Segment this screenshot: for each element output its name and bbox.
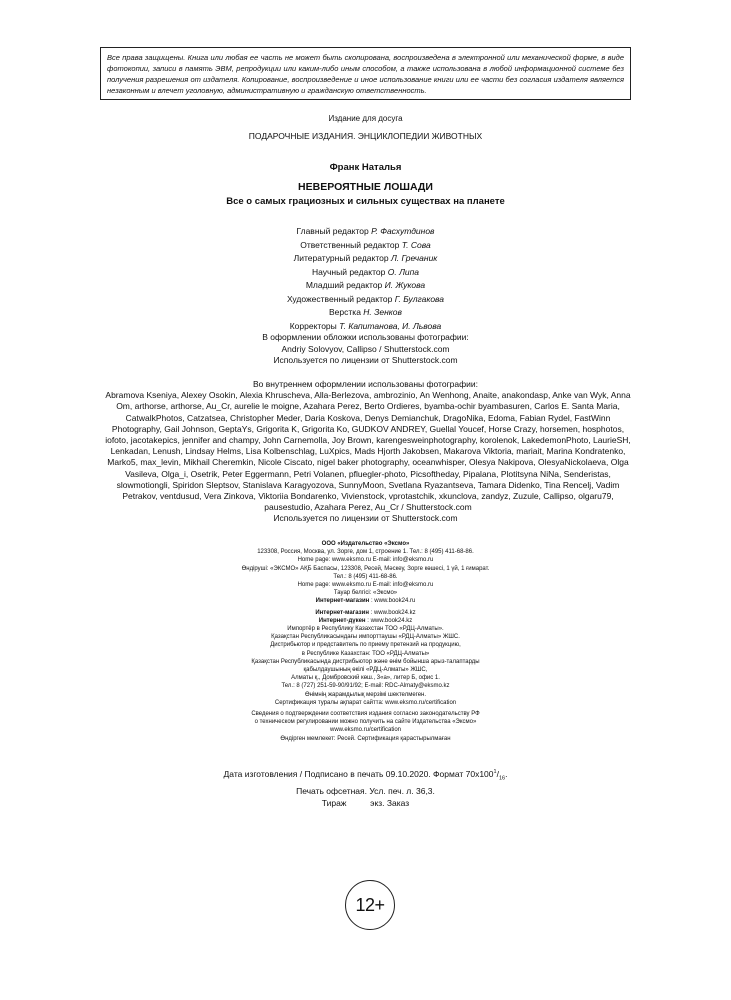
cover-photos-license: Используется по лицензии от Shutterstock.com [273, 355, 458, 365]
editor-line [0, 266, 731, 280]
shop-label: Интернет-магазин [315, 598, 370, 605]
importer-line: Өнімнің жарамдылық мерзімі шектелмеген. [304, 691, 427, 698]
order-label: экз. Заказ [370, 798, 410, 809]
edition-type: Издание для досуга [328, 114, 403, 123]
editor-person: Р. Фасхутдинов [371, 226, 435, 236]
publisher-line: Home page: www.eksmo.ru E-mail: info@eksmo.ru [297, 557, 434, 564]
importer-line: Тел.: 8 (727) 251-59-90/91/92; E-mail: RDC-Almaty@eksmo.kz [281, 683, 450, 690]
editor-line [0, 252, 731, 266]
print-type: Печать офсетная. Усл. печ. л. 36,3. [296, 785, 435, 796]
editor-line [0, 225, 731, 239]
editor-role: Литературный редактор [293, 253, 389, 263]
editor-role: Главный редактор [296, 226, 369, 236]
cover-photos-credits: Andriy Solovyov, Callipso / Shutterstock.com [281, 343, 450, 354]
certification-line: Өндірген мемлекет: Ресей. Сертификация қарастырылмаған [280, 735, 451, 742]
shop-label: Интернет-дүкен [318, 617, 366, 624]
importer-line: в Республике Казахстан: ТОО «РДЦ-Алматы» [301, 650, 430, 657]
age-rating-text: 12+ [355, 894, 385, 915]
online-shop-kz-kazakh [0, 617, 731, 625]
series-name: ПОДАРОЧНЫЕ ИЗДАНИЯ. ЭНЦИКЛОПЕДИИ ЖИВОТНЫХ [248, 131, 483, 141]
format-numerator: 1 [493, 769, 497, 775]
shop-url: : www.book24.ru [369, 598, 416, 605]
editor-role: Научный редактор [311, 266, 386, 277]
publisher-line: Тауар белгісі: «Эксмо» [333, 590, 398, 597]
publisher-info [0, 540, 731, 743]
editor-person: Т. Капитанова, И. Львова [339, 320, 442, 331]
importer-line: қабылдаушының өкілі «РДЦ-Алматы» ЖШС, [303, 667, 428, 674]
print-date-text: Дата изготовления / Подписано в печать 09.10.2020. Формат 70х100 [223, 768, 494, 779]
inner-photos-heading: Во внутреннем оформлении использованы фотографии: [253, 379, 478, 389]
publisher-line: Home page: www.eksmo.ru E-mail: info@eksmo.ru [297, 582, 434, 589]
importer-line: Алматы қ., Домбровский көш., 3«а», литер Б, офис 1. [291, 675, 440, 682]
publisher-name: ООО «Издательство «Эксмо» [321, 541, 410, 547]
editors-list [0, 225, 731, 333]
copyright-text: Все права защищены. Книга или любая ее часть не может быть скопирована, воспроизведена в электронной или механической форме, в виде фотокопии, записи в память ЭВМ, репродукции или каким-либо иным способом, а также использована в любой информационной системе без получения разрешения от издателя. Копирование, воспроизведение и иное использование книги или ее части без согласия издателя является незаконным и влечет уголовную, административную и гражданскую ответственность. [107, 53, 624, 96]
editor-line [0, 279, 731, 293]
publisher-line: Өндіруші: «ЭКСМО» АҚБ Баспасы, 123308, Ресей, Мәскеу, Зорге көшесі, 1 үй, 1 ғимарат. [241, 565, 490, 572]
certification-line: Сведения о подтверждении соответствия издания согласно законодательству РФ [251, 711, 480, 718]
editor-line [0, 239, 731, 253]
editor-line [0, 306, 731, 320]
book-title: НЕВЕРОЯТНЫЕ ЛОШАДИ [298, 181, 433, 193]
author-name: Франк Наталья [329, 162, 402, 173]
editor-role: Ответственный редактор [300, 239, 400, 250]
shop-url: : www.book24.kz [368, 609, 416, 616]
editor-person: Г. Булгакова [394, 293, 445, 304]
shop-label: Интернет-магазин [315, 609, 369, 616]
inner-photos-credits: Abramova Kseniya, Alexey Osokin, Alexia Khruscheva, Alla-Berlezova, ambrozinio, An Wenhong, Anaite, anakondasp, Anke van Wyk, Anna Om, arthorse, arthorse, Au_Cr, aurelie le moigne, Azahara Perez, Berto Ordieres, byamba-ochir byambasuren, Carlos E. Santa Maria, CatwalkPhotos, Catzatsea, Christopher Meder, Daria Koskova, Denys Demianchuk, DragoNika, Edoma, Fabian Rydel, FastWinn Photography, Gail Johnson, GeptaYs, Grigorita K, Grigorita Ko, GUDKOV ANDREY, Guellal Youcef, Horse Crazy, horsemen, hosphotos, iofoto, jacotakepics, jennifer and champy, John Carnemolla, Joy Brown, karengesweinphotography, korolenok, LakedemonPhoto, LaurieSH, Lenkadan, Lenush, Lindsay Helms, Lisa Kolbenschlag, LuXpics, Mads Hjorth Jakobsen, Makarova Viktoria, mariait, Marina Kondratenko, Marko5, max_levin, Mikhail Cheremkin, Nicole Ciscato, nigel baker photography, oceanwhisper, Olesya Nakipova, OlesyaNickolaeva, Olga Vasileva, Olga_i, Osetrik, Peter Eggermann, Petri Volanen, pfluegler-photo, Picsoftheday, Pipalana, Plotitsyna NiNa, Senderistas, slowmotiongli, Spiridon Sleptsov, Stanislava Karagyozova, SunnyMoon, Svetlana Ryazantseva, Tamara Didenko, Tina Rencelj, Vadim Petrakov, ventdusud, Vera Zinkova, Viktoriia Bondarenko, Vivienstock, vprotastchik, xkunclova, zandyz, Zuzule, Callipso, olgaru79, pausestudio, Azahara Perez, Au_Cr / Shutterstock.com [105, 390, 631, 513]
editor-person: Н. Зенков [363, 307, 402, 317]
editor-person: И. Жукова [384, 280, 426, 290]
publisher-line: Тел.: 8 (495) 411-68-86. [333, 573, 398, 580]
format-end: . [505, 768, 508, 779]
shop-url: : www.book24.kz [365, 617, 413, 624]
cover-photo-credits [0, 332, 731, 367]
online-shop-ru [0, 597, 731, 605]
editor-role: Корректоры [289, 320, 337, 331]
inner-photos-license: Используется по лицензии от Shutterstock.com [273, 513, 458, 524]
print-details [0, 766, 731, 809]
inner-photo-credits [0, 379, 731, 525]
copyright-notice [100, 47, 631, 100]
format-denominator: 16 [498, 775, 506, 782]
editor-line [0, 293, 731, 307]
cover-photos-heading: В оформлении обложки использованы фотографии: [262, 332, 469, 342]
print-run [0, 797, 731, 809]
certification-line: www.eksmo.ru/certification [329, 727, 402, 734]
editor-role: Художественный редактор [286, 293, 393, 304]
editor-line [0, 320, 731, 334]
online-shop-kz [0, 609, 731, 617]
certification-line: о техническом регулировании можно получить на сайте Издательства «Эксмо» [254, 719, 477, 726]
age-rating-badge [345, 880, 395, 930]
editor-person: Т. Сова [401, 239, 431, 250]
print-date-format: Дата изготовления / Подписано в печать 09.10.2020. Формат $70х100^1/_{16}$. [223, 768, 508, 782]
editor-role: Младший редактор [305, 280, 383, 290]
editor-person: О. Липа [387, 266, 420, 277]
importer-line: Сертификация туралы ақпарат сайтта: www.eksmo.ru/certification [274, 699, 457, 706]
book-subtitle: Все о самых грациозных и сильных существах на планете [226, 196, 505, 207]
importer-line: Қазақстан Республикасындағы импорттаушы «РДЦ-Алматы» ЖШС. [271, 634, 460, 641]
publisher-line: 123308, Россия, Москва, ул. Зорге, дом 1, строение 1. Тел.: 8 (495) 411-68-86. [257, 549, 474, 556]
importer-line: Импортёр в Республику Казахстан ТОО «РДЦ-Алматы». [287, 626, 444, 633]
importer-line: Қазақстан Республикасында дистрибьютор және өнім бойынша арыз-талаптарды [251, 658, 480, 665]
editor-person: Л. Гречаник [390, 253, 438, 263]
print-run-label: Тираж [321, 798, 347, 809]
editor-role: Верстка [329, 307, 361, 317]
importer-line: Дистрибьютор и представитель по приему претензий на продукцию, [270, 642, 461, 649]
